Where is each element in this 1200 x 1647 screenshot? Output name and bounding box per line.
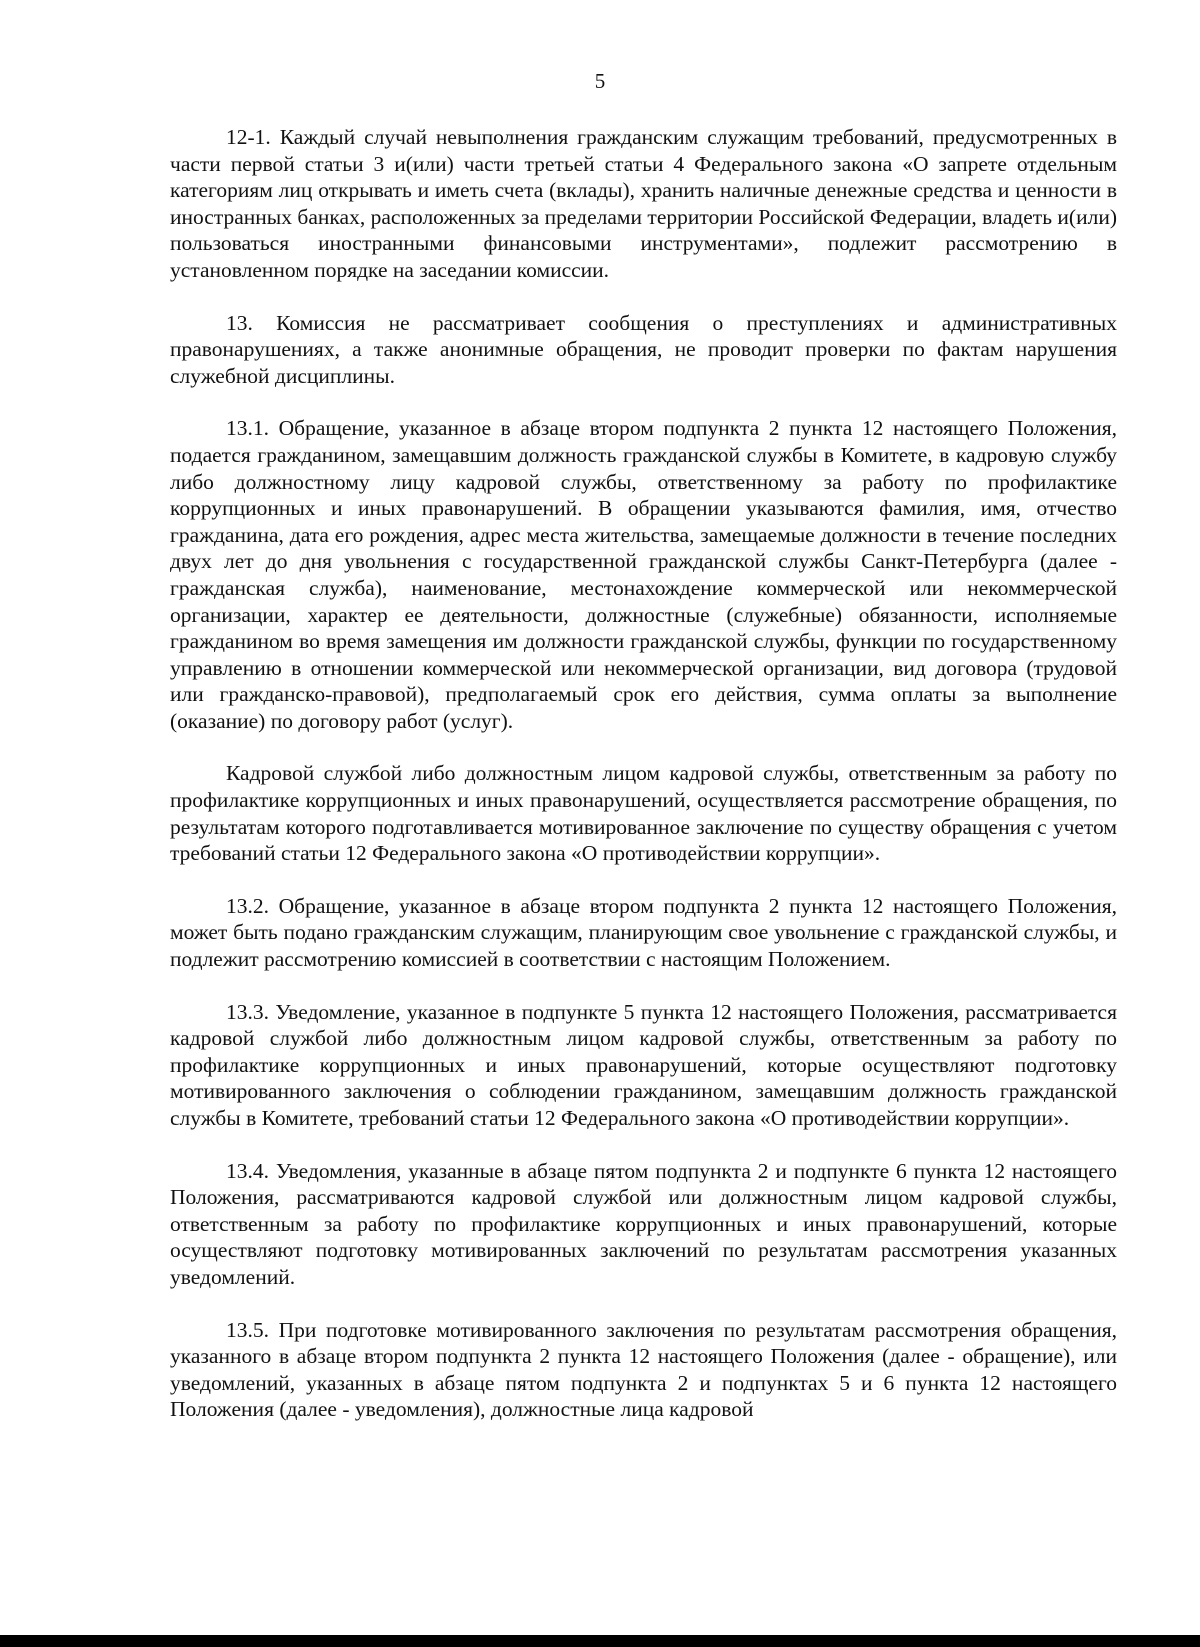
scan-edge-bar xyxy=(0,1635,1200,1647)
paragraph-13-1: 13.1. Обращение, указанное в абзаце втором подпункта 2 пункта 12 настоящего Положения, подается гражданином, замещавшим должность гражданской службы в Комитете, в кадровую службу либо должностному лицу кадровой службы, ответственному за работу по профилактике коррупционных и иных правонарушений. В обращении указываются фамилия, имя, отчество гражданина, дата его рождения, адрес места жительства, замещаемые должности в течение последних двух лет до дня увольнения с государственной гражданской службы Санкт-Петербурга (далее - гражданская служба), наименование, местонахождение коммерческой или некоммерческой организации, характер ее деятельности, должностные (служебные) обязанности, исполняемые гражданином во время замещения им должности гражданской службы, функции по государственному управлению в отношении коммерческой или некоммерческой организации, вид договора (трудовой или гражданско-правовой), предполагаемый срок его действия, сумма оплаты за выполнение (оказание) по договору работ (услуг). xyxy=(170,416,1117,733)
paragraph-13: 13. Комиссия не рассматривает сообщения о преступлениях и административных правонарушениях, а также анонимные обращения, не проводит проверки по фактам нарушения служебной дисциплины. xyxy=(170,310,1117,388)
paragraph-13-3: 13.3. Уведомление, указанное в подпункте 5 пункта 12 настоящего Положения, рассматривается кадровой службой либо должностным лицом кадровой службы, ответственным за работу по профилактике коррупционных и иных правонарушений, которые осуществляют подготовку мотивированного заключения о соблюдении гражданином, замещавшим должность гражданской службы в Комитете, требований статьи 12 Федерального закона «О противодействии коррупции». xyxy=(170,999,1117,1130)
paragraph-13-2: 13.2. Обращение, указанное в абзаце втором подпункта 2 пункта 12 настоящего Положения, может быть подано гражданским служащим, планирующим свое увольнение с гражданской службы, и подлежит рассмотрению комиссией в соответствии с настоящим Положением. xyxy=(170,893,1117,972)
paragraph-13-5: 13.5. При подготовке мотивированного заключения по результатам рассмотрения обращения, указанного в абзаце втором подпункта 2 пункта 12 настоящего Положения (далее - обращение), или уведомлений, указанных в абзаце пятом подпункта 2 и подпунктах 5 и 6 пункта 12 настоящего Положения (далее - уведомления), должностные лица кадровой xyxy=(170,1317,1117,1422)
paragraph-12-1: 12-1. Каждый случай невыполнения гражданским служащим требований, предусмотренных в части первой статьи 3 и(или) части третьей статьи 4 Федерального закона «О запрете отдельным категориям лиц открывать и иметь счета (вклады), хранить наличные денежные средства и ценности в иностранных банках, расположенных за пределами территории Российской Федерации, владеть и(или) пользоваться иностранными финансовыми инструментами», подлежит рассмотрению в установленном порядке на заседании комиссии. xyxy=(170,125,1117,282)
page-number: 5 xyxy=(594,69,606,93)
document-body xyxy=(170,124,1117,1449)
paragraph-13-4: 13.4. Уведомления, указанные в абзаце пятом подпункта 2 и подпункте 6 пункта 12 настоящего Положения, рассматриваются кадровой службой или должностным лицом кадровой службы, ответственным за работу по профилактике коррупционных и иных правонарушений, которые осуществляют подготовку мотивированных заключений по результатам рассмотрения указанных уведомлений. xyxy=(170,1158,1117,1289)
paragraph-13-1-continuation: Кадровой службой либо должностным лицом кадровой службы, ответственным за работу по профилактике коррупционных и иных правонарушений, осуществляется рассмотрение обращения, по результатам которого подготавливается мотивированное заключение по существу обращения с учетом требований статьи 12 Федерального закона «О противодействии коррупции». xyxy=(170,761,1117,866)
